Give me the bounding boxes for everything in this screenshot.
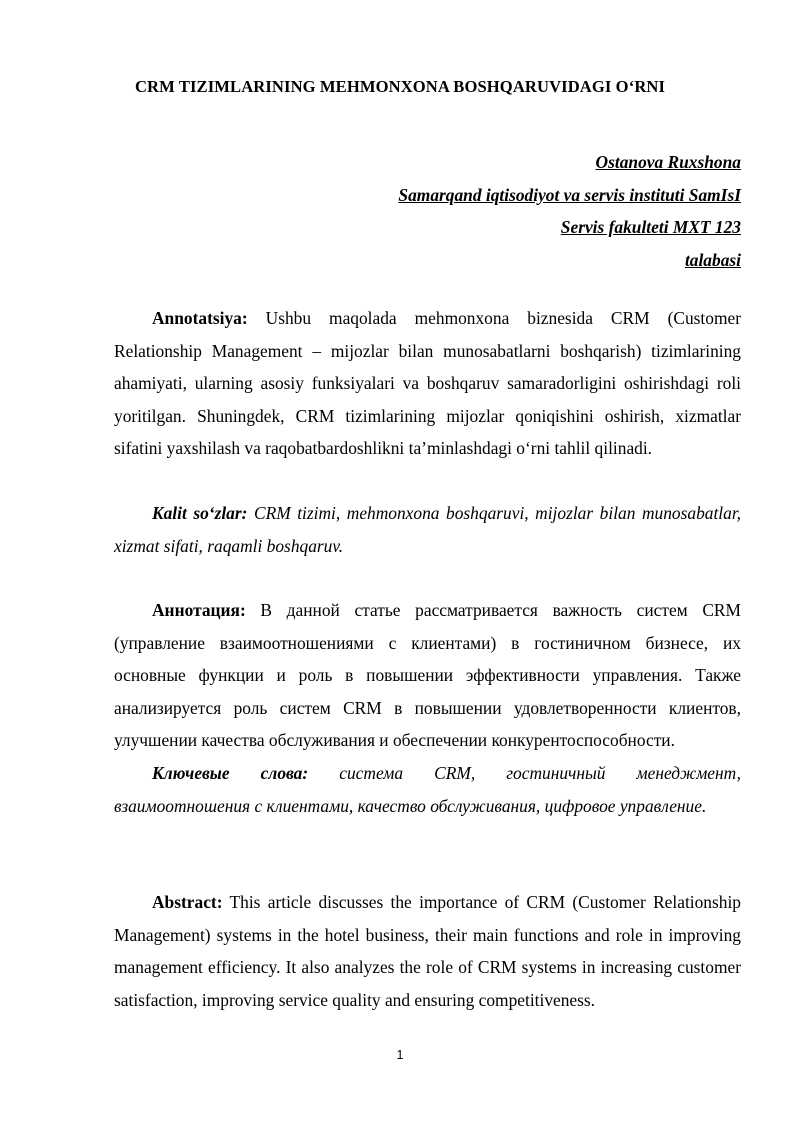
author-faculty: Servis fakulteti MXT 123 bbox=[560, 217, 741, 237]
ru-annotation-label: Аннотация: bbox=[152, 600, 246, 620]
ru-annotation bbox=[114, 594, 741, 757]
en-abstract-label: Abstract: bbox=[152, 892, 223, 912]
ru-keywords-text: система CRM, гостиничный менеджмент, взаимоотношения с клиентами, качество обслуживания, цифровое управление. bbox=[114, 763, 741, 816]
ru-keywords-label: Ключевые слова: bbox=[152, 763, 309, 783]
author-block bbox=[398, 146, 741, 276]
page-number: 1 bbox=[396, 1048, 404, 1062]
ru-annotation-text: В данной статье рассматривается важность систем CRM (управление взаимоотношениями с клиентами) в гостиничном бизнесе, их основные функции и роль в повышении эффективности управления. Также анализируется роль систем CRM в повышении удовлетворенности клиентов, улучшении качества обслуживания и обеспечении конкурентоспособности. bbox=[114, 600, 741, 750]
uz-keywords bbox=[114, 497, 741, 562]
author-name: Ostanova Ruxshona bbox=[595, 152, 741, 172]
author-institute: Samarqand iqtisodiyot va servis instituti SamIsI bbox=[398, 184, 741, 205]
uz-annotation bbox=[114, 302, 741, 465]
uz-annotation-label: Annotatsiya: bbox=[152, 308, 248, 328]
uz-keywords-text: CRM tizimi, mehmonxona boshqaruvi, mijozlar bilan munosabatlar, xizmat sifati, raqamli boshqaruv. bbox=[114, 503, 741, 556]
uz-annotation-text: Ushbu maqolada mehmonxona biznesida CRM (Customer Relationship Management – mijozlar bilan munosabatlarni boshqarish) tizimlarining ahamiyati, ularning asosiy funksiyalari va boshqaruv samaradorligini oshirishdagi roli yoritilgan. Shuningdek, CRM tizimlarining mijozlar qoniqishini oshirish, xizmatlar sifatini yaxshilash va raqobatbardoshlikni ta’minlashdagi o‘rni tahlil qilinadi. bbox=[114, 308, 741, 458]
uz-keywords-label: Kalit so‘zlar: bbox=[152, 503, 248, 523]
article-title: CRM TIZIMLARINING MEHMONXONA BOSHQARUVIDAGI O‘RNI bbox=[134, 77, 666, 96]
en-abstract bbox=[114, 886, 741, 1016]
ru-keywords bbox=[114, 757, 741, 822]
en-abstract-text: This article discusses the importance of CRM (Customer Relationship Management) systems in the hotel business, their main functions and role in improving management efficiency. It also analyzes the role of CRM systems in increasing customer satisfaction, improving service quality and ensuring competitiveness. bbox=[114, 892, 741, 1010]
author-role: talabasi bbox=[684, 249, 741, 270]
